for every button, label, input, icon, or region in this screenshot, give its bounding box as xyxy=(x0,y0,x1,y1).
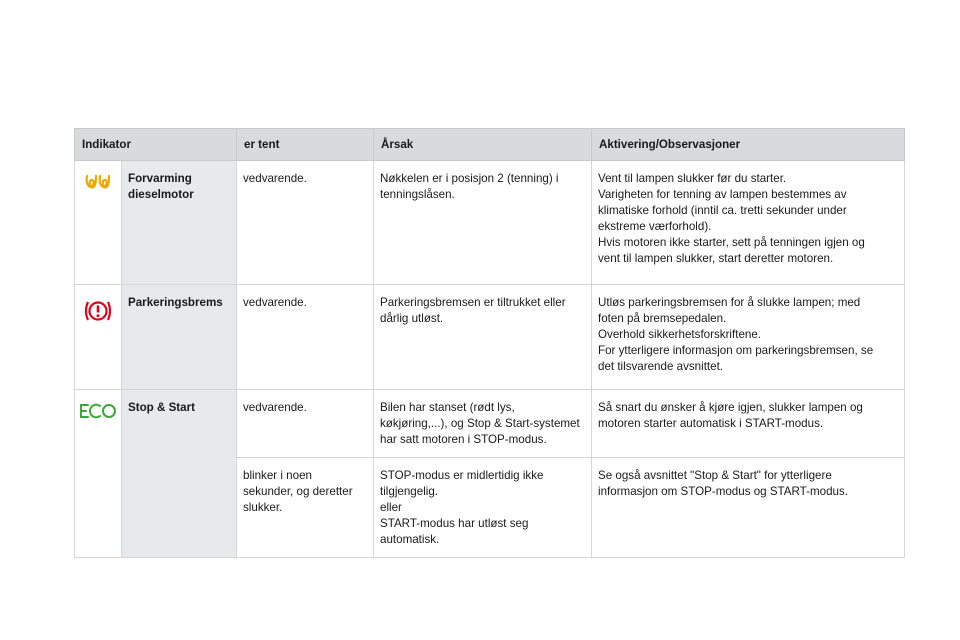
cause-line: Parkeringsbremsen er tiltrukket eller xyxy=(380,296,566,309)
cause-line: dårlig utløst. xyxy=(380,312,444,325)
header-indikator: Indikator xyxy=(75,129,237,161)
cause-line: STOP-modus er midlertidig ikke xyxy=(380,469,544,482)
indicator-icon-cell xyxy=(75,390,122,558)
action-line: vent til lampen slukker, start deretter motoren. xyxy=(598,252,834,265)
state-cell: vedvarende. xyxy=(237,285,374,390)
indicator-icon-cell xyxy=(75,161,122,285)
cause-line: Bilen har stanset (rødt lys, xyxy=(380,401,515,414)
cause-line: automatisk. xyxy=(380,533,440,546)
table-header-row xyxy=(75,129,905,161)
action-line: For ytterligere informasjon om parkeringsbremsen, se xyxy=(598,344,874,357)
name-line: Forvarming xyxy=(128,172,192,185)
action-cell xyxy=(592,458,905,558)
action-cell xyxy=(592,390,905,458)
action-cell xyxy=(592,285,905,390)
action-line: ekstreme værforhold). xyxy=(598,220,712,233)
indicator-name xyxy=(122,161,237,285)
action-line: Vent til lampen slukker før du starter. xyxy=(598,172,787,185)
action-line: Hvis motoren ikke starter, sett på tenningen igjen og xyxy=(598,236,865,249)
action-line: Varigheten for tenning av lampen bestemmes av xyxy=(598,188,847,201)
cause-line: START-modus har utløst seg xyxy=(380,517,529,530)
cause-cell xyxy=(374,161,592,285)
cause-line: tilgjengelig. xyxy=(380,485,439,498)
state-line: slukker. xyxy=(243,501,283,514)
name-line: dieselmotor xyxy=(128,188,194,201)
table-row xyxy=(75,390,905,458)
state-line: blinker i noen xyxy=(243,469,312,482)
indicator-name: Stop & Start xyxy=(122,390,237,558)
cause-line: tenningslåsen. xyxy=(380,188,455,201)
action-line: motoren starter automatisk i START-modus. xyxy=(598,417,824,430)
state-line: sekunder, og deretter xyxy=(243,485,353,498)
state-line: vedvarende. xyxy=(243,401,307,414)
action-line: Overhold sikkerhetsforskriftene. xyxy=(598,328,762,341)
action-line: det tilsvarende avsnittet. xyxy=(598,360,724,373)
cause-line: køkjøring,...), og Stop & Start-systemet xyxy=(380,417,580,430)
cause-cell xyxy=(374,458,592,558)
action-line: foten på bremsepedalen. xyxy=(598,312,727,325)
indicator-table xyxy=(74,128,905,558)
eco-stop-start-icon xyxy=(79,402,117,420)
action-line: klimatiske forhold (inntil ca. tretti sekunder under xyxy=(598,204,847,217)
action-line: Så snart du ønsker å kjøre igjen, slukker lampen og xyxy=(598,401,863,414)
state-cell xyxy=(237,390,374,458)
parking-brake-warning-icon xyxy=(83,297,113,325)
action-line: Se også avsnittet "Stop & Start" for ytterligere xyxy=(598,469,832,482)
action-line: informasjon om STOP-modus og START-modus. xyxy=(598,485,849,498)
cause-line: Nøkkelen er i posisjon 2 (tenning) i xyxy=(380,172,559,185)
header-aktivering: Aktivering/Observasjoner xyxy=(592,129,905,161)
state-cell xyxy=(237,458,374,558)
table-row xyxy=(75,161,905,285)
action-cell xyxy=(592,161,905,285)
header-arsak: Årsak xyxy=(374,129,592,161)
state-cell: vedvarende. xyxy=(237,161,374,285)
action-line: Utløs parkeringsbremsen for å slukke lampen; med xyxy=(598,296,861,309)
header-er-tent: er tent xyxy=(237,129,374,161)
preheat-coil-icon xyxy=(85,173,111,191)
table-row xyxy=(75,285,905,390)
indicator-icon-cell xyxy=(75,285,122,390)
cause-line: har satt motoren i STOP-modus. xyxy=(380,433,547,446)
cause-cell xyxy=(374,390,592,458)
cause-cell xyxy=(374,285,592,390)
cause-line: eller xyxy=(380,501,402,514)
indicator-name: Parkeringsbrems xyxy=(122,285,237,390)
